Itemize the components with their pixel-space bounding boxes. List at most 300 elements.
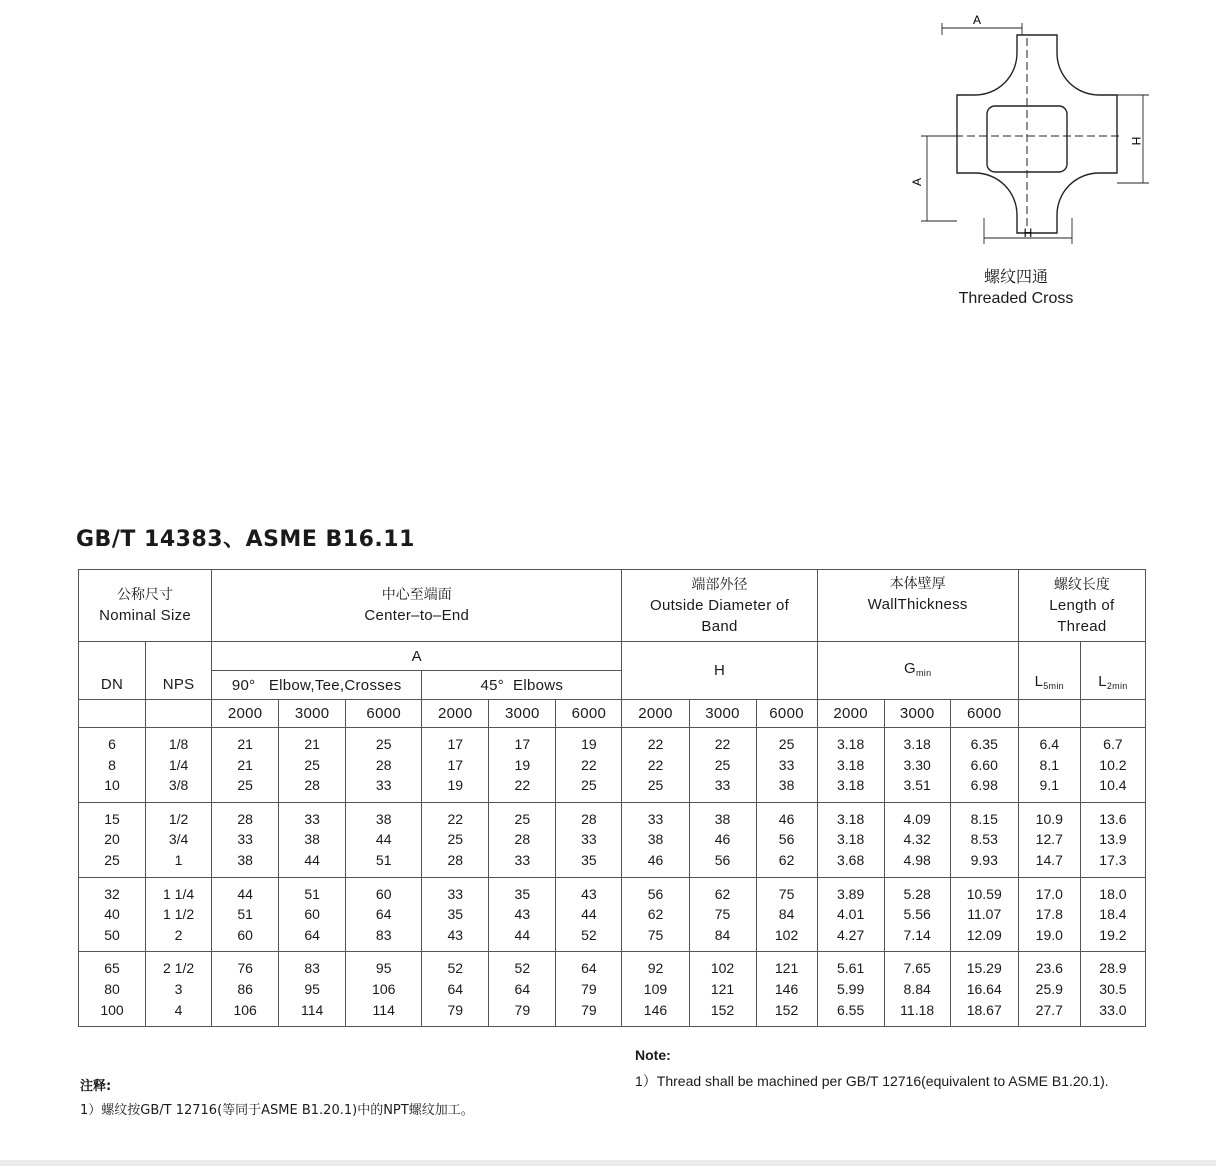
h-header: H <box>622 642 817 700</box>
cell-value: 6.35 <box>970 736 998 752</box>
cell-value: 38 <box>714 810 731 827</box>
cell-value: 44 <box>304 851 320 868</box>
threaded-cross-drawing <box>905 8 1155 248</box>
cell-value: 17.8 <box>1035 906 1063 923</box>
cell-value: 152 <box>774 1001 799 1018</box>
class-cell: 6000 <box>556 700 622 728</box>
cell-value: 6.7 <box>1103 736 1123 752</box>
table-cell <box>489 802 556 877</box>
dim-h-right: H <box>1129 136 1143 146</box>
cell-value: 25.9 <box>1035 980 1063 997</box>
dim-h-bottom: H <box>1023 226 1033 240</box>
cell-value: 13.6 <box>1099 810 1127 827</box>
table-cell <box>556 952 622 1027</box>
table-cell <box>279 952 346 1027</box>
cell-value: 17 <box>447 736 464 752</box>
thread-length-header: 螺纹长度 Length of Thread <box>1018 570 1145 642</box>
table-cell <box>756 877 817 952</box>
cell-value: 6.60 <box>970 756 998 773</box>
cell-value: 44 <box>581 906 597 923</box>
cell-value: 1/8 <box>168 736 189 752</box>
cell-value: 1/4 <box>168 756 189 773</box>
table-cell <box>1080 952 1145 1027</box>
cell-value: 22 <box>447 810 464 827</box>
cell-value: 60 <box>237 926 253 943</box>
cell-value: 152 <box>710 1001 735 1018</box>
cell-value: 83 <box>304 960 320 977</box>
cell-value: 76 <box>237 960 253 977</box>
table-cell <box>346 877 422 952</box>
table-cell <box>950 877 1018 952</box>
table-cell <box>817 952 884 1027</box>
table-cell <box>817 877 884 952</box>
class-cell: 6000 <box>950 700 1018 728</box>
table-cell <box>79 952 146 1027</box>
cell-value: 3.18 <box>837 756 865 773</box>
cell-value: 38 <box>304 831 320 848</box>
cell-value: 17 <box>514 736 531 752</box>
cell-value: 64 <box>581 960 597 977</box>
cell-value: 7.14 <box>903 926 931 943</box>
table-cell <box>1080 728 1145 803</box>
cell-value: 3.18 <box>837 736 865 752</box>
cell-value: 50 <box>104 926 120 943</box>
table-cell <box>346 728 422 803</box>
cell-value: 52 <box>581 926 597 943</box>
cell-value: 33 <box>304 810 320 827</box>
table-cell <box>950 802 1018 877</box>
class-cell: 3000 <box>884 700 950 728</box>
l2-header: $L_{2min}$ <box>1080 642 1145 700</box>
cell-value: 23.6 <box>1035 960 1063 977</box>
cell-value: 1 1/4 <box>163 885 195 902</box>
table-row-group <box>79 877 1146 952</box>
cell-value: 52 <box>514 960 531 977</box>
class-cell: 2000 <box>817 700 884 728</box>
cell-value: 33 <box>375 777 392 794</box>
cell-value: 15.29 <box>966 960 1002 977</box>
table-cell <box>817 728 884 803</box>
cell-value: 43 <box>447 926 464 943</box>
class-row <box>79 700 1146 728</box>
cell-value: 25 <box>375 736 392 752</box>
cell-value: 43 <box>581 885 597 902</box>
cell-value: 5.56 <box>903 906 931 923</box>
cell-value: 11.18 <box>900 1001 935 1018</box>
table-cell <box>422 728 489 803</box>
cell-value: 38 <box>237 851 253 868</box>
table-cell <box>279 877 346 952</box>
table-cell <box>689 952 756 1027</box>
cell-value: 13.9 <box>1099 831 1127 848</box>
cell-value: 6.98 <box>970 777 998 794</box>
cell-value: 22 <box>647 756 664 773</box>
cell-value: 5.28 <box>903 885 931 902</box>
class-cell: 3000 <box>279 700 346 728</box>
cell-value: 25 <box>514 810 531 827</box>
table-cell <box>279 802 346 877</box>
cell-value: 25 <box>447 831 464 848</box>
table-row-group <box>79 952 1146 1027</box>
cell-value: 33 <box>714 777 731 794</box>
cell-value: 44 <box>375 831 392 848</box>
cell-value: 11.07 <box>967 906 1002 923</box>
table-cell <box>146 802 212 877</box>
table-cell <box>212 877 279 952</box>
cell-value: 79 <box>447 1001 464 1018</box>
cell-value: 84 <box>714 926 731 943</box>
dim-a-left: A <box>910 177 924 187</box>
cell-value: 38 <box>778 777 795 794</box>
class-cell: 2000 <box>422 700 489 728</box>
cell-value: 3.89 <box>837 885 865 902</box>
cell-value: 75 <box>714 906 731 923</box>
cell-value: 12.7 <box>1035 831 1063 848</box>
cell-value: 64 <box>304 926 320 943</box>
cell-value: 33 <box>778 756 795 773</box>
cell-value: 46 <box>778 810 795 827</box>
cell-value: 4.01 <box>837 906 865 923</box>
class-cell: 2000 <box>212 700 279 728</box>
table-cell <box>884 952 950 1027</box>
cell-value: 109 <box>643 980 668 997</box>
cell-value: 40 <box>104 906 120 923</box>
cell-value: 146 <box>643 1001 668 1018</box>
table-cell <box>146 952 212 1027</box>
standard-title: GB/T 14383、ASME B16.11 <box>76 527 415 552</box>
cell-value: 52 <box>447 960 464 977</box>
cell-value: 56 <box>647 885 664 902</box>
table-cell <box>1018 802 1080 877</box>
cell-value: 3.18 <box>837 777 865 794</box>
cell-value: 62 <box>778 851 795 868</box>
cell-value: 38 <box>375 810 392 827</box>
cell-value: 4 <box>174 1001 183 1018</box>
cell-value: 8 <box>108 756 116 773</box>
table-cell <box>212 802 279 877</box>
drawing-caption-cn: 螺纹四通 <box>983 267 1048 286</box>
table-cell <box>556 802 622 877</box>
cell-value: 20 <box>104 831 120 848</box>
table-cell <box>79 877 146 952</box>
cell-value: 1/2 <box>168 810 189 827</box>
table-row-group <box>79 728 1146 803</box>
cell-value: 21 <box>304 736 320 752</box>
cell-value: 18.0 <box>1099 885 1127 902</box>
cell-value: 4.32 <box>903 831 931 848</box>
table-cell <box>756 952 817 1027</box>
center-to-end-header: 中心至端面 Center–to–End <box>212 570 622 642</box>
table-cell <box>950 728 1018 803</box>
cell-value: 33 <box>647 810 664 827</box>
cell-value: 79 <box>514 1001 531 1018</box>
table-cell <box>346 802 422 877</box>
table-cell <box>884 877 950 952</box>
cell-value: 25 <box>581 777 597 794</box>
cell-value: 17 <box>447 756 464 773</box>
cell-value: 33 <box>237 831 253 848</box>
cell-value: 22 <box>514 777 531 794</box>
table-cell <box>622 802 689 877</box>
cell-value: 19 <box>447 777 464 794</box>
class-cell: 6000 <box>756 700 817 728</box>
cell-value: 6.4 <box>1039 736 1060 752</box>
cell-value: 10.9 <box>1035 810 1063 827</box>
cell-value: 8.53 <box>970 831 998 848</box>
cell-value: 15 <box>104 810 120 827</box>
l5-header: $L_{5min}$ <box>1018 642 1080 700</box>
cell-value: 18.67 <box>966 1001 1002 1018</box>
cell-value: 114 <box>372 1001 395 1018</box>
cell-value: 30.5 <box>1099 980 1127 997</box>
table-cell <box>756 728 817 803</box>
cell-value: 18.4 <box>1099 906 1127 923</box>
cell-value: 12.09 <box>966 926 1002 943</box>
cell-value: 114 <box>301 1001 324 1018</box>
cell-value: 8.1 <box>1039 756 1060 773</box>
cell-value: 51 <box>304 885 320 902</box>
cell-value: 19 <box>514 756 531 773</box>
cell-value: 8.15 <box>970 810 998 827</box>
cell-value: 28.9 <box>1099 960 1127 977</box>
cell-value: 10.59 <box>966 885 1002 902</box>
cell-value: 2 1/2 <box>163 960 195 977</box>
cell-value: 28 <box>304 777 320 794</box>
note-cn-heading: 注释: <box>80 1079 112 1094</box>
cell-value: 21 <box>237 736 253 752</box>
class-cell: 6000 <box>346 700 422 728</box>
cell-value: 3.18 <box>837 810 865 827</box>
cell-value: 121 <box>710 980 735 997</box>
dimension-table <box>78 569 1146 1027</box>
class-cell: 3000 <box>689 700 756 728</box>
cell-value: 25 <box>714 756 731 773</box>
cell-value: 95 <box>304 980 320 997</box>
cell-value: 8.84 <box>903 980 931 997</box>
cell-value: 79 <box>581 1001 597 1018</box>
table-cell <box>79 728 146 803</box>
table-cell <box>884 728 950 803</box>
dim-a-top: A <box>972 13 982 27</box>
table-cell <box>422 952 489 1027</box>
table-cell <box>489 952 556 1027</box>
cell-value: 64 <box>514 980 531 997</box>
table-cell <box>422 802 489 877</box>
cell-value: 121 <box>774 960 799 977</box>
cell-value: 33.0 <box>1099 1001 1127 1018</box>
cell-value: 43 <box>514 906 531 923</box>
note-en-text: 1）Thread shall be machined per GB/T 12716(equivalent to ASME B1.20.1). <box>635 1073 1109 1089</box>
table-row-group <box>79 802 1146 877</box>
cell-value: 3.18 <box>837 831 865 848</box>
cell-value: 56 <box>778 831 795 848</box>
cell-value: 17.0 <box>1035 885 1063 902</box>
table-cell <box>622 877 689 952</box>
cell-value: 62 <box>647 906 664 923</box>
cell-value: 60 <box>304 906 320 923</box>
table-cell <box>950 952 1018 1027</box>
cell-value: 28 <box>375 756 392 773</box>
cell-value: 33 <box>581 831 597 848</box>
cell-value: 9.1 <box>1039 777 1060 794</box>
cell-value: 46 <box>714 831 731 848</box>
cell-value: 80 <box>104 980 120 997</box>
cell-value: 3.30 <box>903 756 931 773</box>
cell-value: 46 <box>647 851 664 868</box>
nps-header: NPS <box>146 642 212 700</box>
cell-value: 102 <box>710 960 735 977</box>
table-cell <box>489 877 556 952</box>
cell-value: 17.3 <box>1099 851 1127 868</box>
table-cell <box>1080 877 1145 952</box>
cell-value: 9.93 <box>970 851 998 868</box>
cell-value: 25 <box>304 756 320 773</box>
cell-value: 51 <box>237 906 253 923</box>
cell-value: 25 <box>104 851 120 868</box>
cell-value: 79 <box>581 980 597 997</box>
cell-value: 7.65 <box>903 960 931 977</box>
cell-value: 6 <box>108 736 116 752</box>
cell-value: 2 <box>174 926 183 943</box>
cell-value: 86 <box>237 980 253 997</box>
table-cell <box>689 877 756 952</box>
table-cell <box>279 728 346 803</box>
cell-value: 5.61 <box>837 960 865 977</box>
cell-value: 32 <box>104 885 120 902</box>
class-cell: 3000 <box>489 700 556 728</box>
cell-value: 84 <box>778 906 795 923</box>
cell-value: 21 <box>237 756 253 773</box>
cell-value: 4.09 <box>903 810 931 827</box>
cell-value: 4.27 <box>837 926 865 943</box>
table-cell <box>1080 802 1145 877</box>
cell-value: 51 <box>375 851 392 868</box>
dn-header: DN <box>79 642 146 700</box>
drawing-caption-en: Threaded Cross <box>958 290 1074 307</box>
cell-value: 64 <box>375 906 392 923</box>
cell-value: 25 <box>237 777 253 794</box>
cell-value: 102 <box>774 926 799 943</box>
cell-value: 28 <box>514 831 531 848</box>
cell-value: 14.7 <box>1035 851 1063 868</box>
table-cell <box>817 802 884 877</box>
cell-value: 22 <box>581 756 597 773</box>
table-cell <box>1018 952 1080 1027</box>
cell-value: 3 <box>174 980 183 997</box>
cell-value: 106 <box>233 1001 257 1018</box>
cell-value: 10 <box>104 777 120 794</box>
cell-value: 27.7 <box>1035 1001 1063 1018</box>
table-cell <box>622 952 689 1027</box>
table-cell <box>622 728 689 803</box>
cell-value: 64 <box>447 980 464 997</box>
cell-value: 4.98 <box>903 851 931 868</box>
cell-value: 38 <box>647 831 664 848</box>
table-cell <box>489 728 556 803</box>
cell-value: 6.55 <box>837 1001 865 1018</box>
table-cell <box>689 802 756 877</box>
table-cell <box>884 802 950 877</box>
table-cell <box>689 728 756 803</box>
cell-value: 3.18 <box>903 736 931 752</box>
cell-value: 65 <box>104 960 120 977</box>
cell-value: 1 1/2 <box>163 906 195 923</box>
g-min-header: $G_{min}$ <box>817 642 1018 700</box>
cell-value: 22 <box>647 736 664 752</box>
note-cn-text: 1）螺纹按GB/T 12716(等同于ASME B1.20.1)中的NPT螺纹加工。 <box>80 1103 474 1118</box>
cell-value: 44 <box>237 885 253 902</box>
table-cell <box>79 802 146 877</box>
cell-value: 35 <box>447 906 464 923</box>
table-cell <box>212 728 279 803</box>
cell-value: 106 <box>372 980 396 997</box>
cell-value: 62 <box>714 885 731 902</box>
cell-value: 28 <box>237 810 253 827</box>
bottom-strip <box>0 1160 1216 1166</box>
cross-outline <box>957 35 1117 233</box>
cell-value: 28 <box>581 810 597 827</box>
wall-thickness-header: 本体壁厚 WallThickness <box>817 570 1018 642</box>
cell-value: 100 <box>100 1001 124 1018</box>
table-cell <box>146 728 212 803</box>
a-header: A <box>212 642 622 671</box>
table-cell <box>1018 728 1080 803</box>
note-en-heading: Note: <box>635 1047 671 1063</box>
cell-value: 3/8 <box>168 777 189 794</box>
cell-value: 3.51 <box>903 777 931 794</box>
nominal-size-header: 公称尺寸 Nominal Size <box>79 570 212 642</box>
cell-value: 19.0 <box>1035 926 1063 943</box>
cell-value: 33 <box>447 885 464 902</box>
table-cell <box>346 952 422 1027</box>
cell-value: 22 <box>714 736 731 752</box>
cell-value: 35 <box>581 851 597 868</box>
cell-value: 60 <box>375 885 392 902</box>
elbow90-header: 90° Elbow,Tee,Crosses <box>212 671 422 700</box>
cell-value: 10.4 <box>1099 777 1127 794</box>
table-cell <box>756 802 817 877</box>
cell-value: 146 <box>774 980 799 997</box>
cell-value: 35 <box>514 885 531 902</box>
table-cell <box>556 728 622 803</box>
cell-value: 10.2 <box>1099 756 1127 773</box>
table-cell <box>556 877 622 952</box>
table-cell <box>212 952 279 1027</box>
cell-value: 92 <box>647 960 664 977</box>
cell-value: 44 <box>514 926 531 943</box>
cell-value: 3/4 <box>168 831 189 848</box>
cell-value: 25 <box>778 736 795 752</box>
cell-value: 28 <box>447 851 464 868</box>
cell-value: 56 <box>714 851 731 868</box>
cell-value: 3.68 <box>837 851 865 868</box>
cell-value: 95 <box>375 960 392 977</box>
cell-value: 75 <box>778 885 795 902</box>
table-cell <box>422 877 489 952</box>
cell-value: 19.2 <box>1099 926 1127 943</box>
cell-value: 5.99 <box>837 980 865 997</box>
cell-value: 83 <box>375 926 392 943</box>
elbow45-header: 45° Elbows <box>422 671 622 700</box>
table-cell <box>1018 877 1080 952</box>
cell-value: 75 <box>647 926 664 943</box>
class-cell: 2000 <box>622 700 689 728</box>
outside-diameter-header: 端部外径 Outside Diameter of Band <box>622 570 817 642</box>
cell-value: 19 <box>581 736 597 752</box>
cell-value: 25 <box>647 777 664 794</box>
cell-value: 33 <box>514 851 531 868</box>
table-cell <box>146 877 212 952</box>
